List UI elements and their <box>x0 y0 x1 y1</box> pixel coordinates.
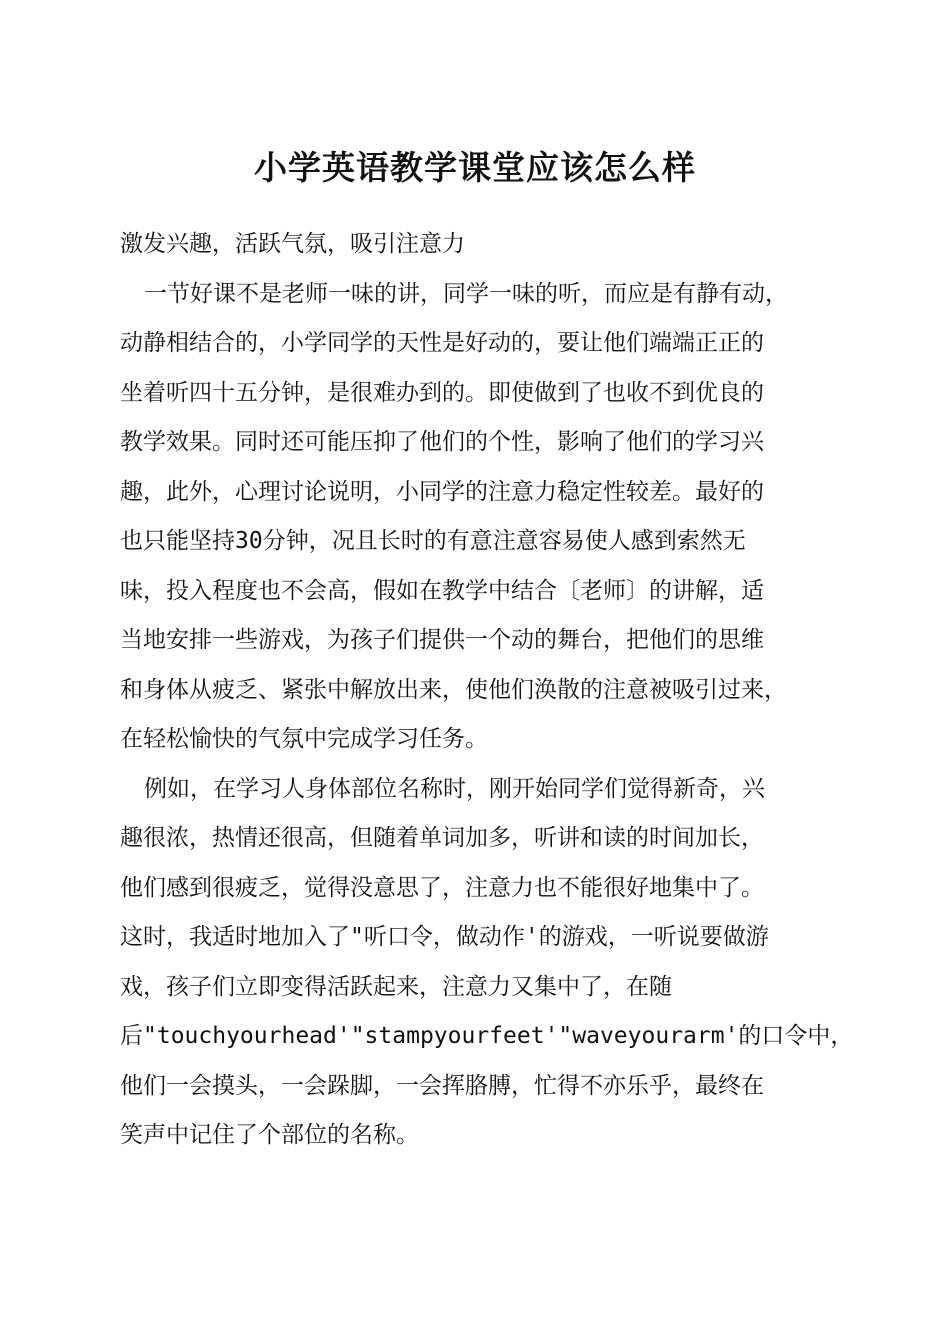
document-title: 小学英语教学课堂应该怎么样 <box>254 148 696 187</box>
paragraph-line: 动静相结合的，小学同学的天性是好动的，要让他们端端正正的 <box>120 330 764 356</box>
paragraph-line: 趣很浓，热情还很高，但随着单词加多，听讲和读的时间加长， <box>120 825 764 851</box>
paragraph-line: 他们一会摸头，一会跺脚，一会挥胳膊，忙得不亦乐乎，最终在 <box>120 1072 764 1099</box>
paragraph-line <box>120 270 832 320</box>
paragraph-line: 当地安排一些游戏，为孩子们提供一个动的舞台，把他们的思维 <box>120 627 764 653</box>
paragraph-line-text: 例如，在学习人身体部位名称时，刚开始同学们觉得新奇，兴 <box>144 775 765 802</box>
section-heading: 激发兴趣，活跃气氛，吸引注意力 <box>120 231 465 257</box>
paragraph-line: 也只能坚持30分钟，况且长时的有意注意容易使人感到索然无 <box>120 528 746 554</box>
paragraph-line: 他们感到很疲乏，觉得没意思了，注意力也不能很好地集中了。 <box>120 874 764 901</box>
paragraph-line: 教学效果。同时还可能压抑了他们的个性，影响了他们的学习兴 <box>120 429 764 455</box>
paragraph-line-text: 一节好课不是老师一味的讲，同学一味的听，而应是有静有动， <box>144 280 788 307</box>
paragraph-line: 和身体从疲乏、紧张中解放出来，使他们涣散的注意被吸引过来， <box>120 676 787 703</box>
paragraph-line: 坐着听四十五分钟，是很难办到的。即使做到了也收不到优良的 <box>120 379 764 406</box>
document-body <box>120 220 854 1161</box>
paragraph-line: 在轻松愉快的气氛中完成学习任务。 <box>120 726 488 752</box>
paragraph-line: 味，投入程度也不会高，假如在教学中结合〔老师〕的讲解，适 <box>120 577 764 604</box>
paragraph-line: 笑声中记住了个部位的名称。 <box>120 1122 419 1148</box>
paragraph-line <box>120 765 832 815</box>
paragraph-line: 戏，孩子们立即变得活跃起来，注意力又集中了，在随 <box>120 973 672 1000</box>
paragraph-line: 趣，此外，心理讨论说明，小同学的注意力稳定性较差。最好的 <box>120 478 764 505</box>
paragraph-line: 这时，我适时地加入了"听口令，做动作'的游戏，一听说要做游 <box>120 924 769 950</box>
paragraph-line: 后"touchyourhead'"stampyourfeet'"waveyourarm'的口令中， <box>120 1023 854 1049</box>
